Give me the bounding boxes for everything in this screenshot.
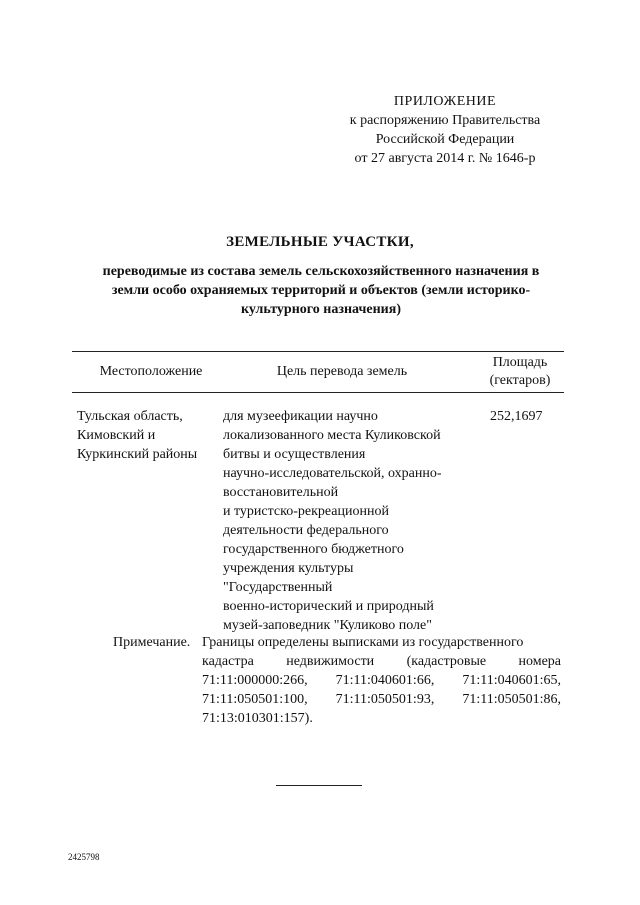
note-word: недвижимости: [286, 654, 375, 669]
location-line: Тульская область,: [77, 409, 183, 424]
note-line: [202, 671, 561, 690]
note-word: кадастра: [202, 654, 254, 669]
subtitle-line: переводимые из состава земель сельскохозяйственного назначения в: [102, 264, 540, 279]
purpose-line: музей-заповедник "Куликово поле": [223, 618, 432, 633]
appendix-title: ПРИЛОЖЕНИЕ: [393, 94, 497, 109]
column-header-area-line: (гектаров): [489, 373, 551, 388]
cell-location: [77, 407, 197, 464]
cadastral-number: 71:11:050501:93,: [335, 692, 435, 707]
appendix-block: [320, 92, 570, 168]
column-header-area: [474, 354, 566, 390]
appendix-line: Российской Федерации: [375, 132, 515, 147]
table-header-rule: [72, 392, 564, 393]
cadastral-number: 71:11:050501:86,: [462, 692, 561, 707]
document-number: 2425798: [68, 852, 100, 862]
purpose-line: локализованного места Куликовской: [223, 428, 441, 443]
purpose-line: военно-исторический и природный: [223, 599, 434, 614]
purpose-line: учреждения культуры: [223, 561, 354, 576]
note-line: [202, 690, 561, 709]
document-subtitle: [76, 262, 566, 319]
purpose-line: восстановительной: [223, 485, 339, 500]
location-line: Куркинский районы: [77, 447, 198, 462]
location-line: Кимовский и: [77, 428, 156, 443]
cadastral-number: 71:11:040601:65,: [462, 673, 561, 688]
note-word: номера: [518, 654, 561, 669]
purpose-line: "Государственный: [223, 580, 333, 595]
column-header-location: Местоположение: [99, 364, 203, 379]
appendix-line: от 27 августа 2014 г. № 1646-р: [354, 151, 536, 166]
purpose-line: для музеефикации научно: [223, 409, 378, 424]
note-word: (кадастровые: [406, 654, 487, 669]
column-header-area-line: Площадь: [492, 355, 548, 370]
purpose-line: деятельности федерального: [223, 523, 389, 538]
appendix-line: к распоряжению Правительства: [349, 113, 541, 128]
subtitle-line: земли особо охраняемых территорий и объектов (земли историко-: [111, 283, 531, 298]
purpose-line: научно-исследовательской, охранно-: [223, 466, 442, 481]
purpose-line: государственного бюджетного: [223, 542, 404, 557]
document-title: ЗЕМЕЛЬНЫЕ УЧАСТКИ,: [226, 234, 414, 250]
cadastral-number: 71:11:050501:100,: [202, 692, 308, 707]
column-header-purpose: Цель перевода земель: [276, 364, 408, 379]
cadastral-number: 71:13:010301:157).: [202, 711, 313, 726]
cadastral-number: 71:11:000000:266,: [202, 673, 308, 688]
purpose-line: и туристско-рекреационной: [223, 504, 389, 519]
cell-purpose: [223, 407, 442, 635]
purpose-line: битвы и осуществления: [223, 447, 366, 462]
table-top-rule: [72, 351, 564, 352]
note-label: Примечание.: [113, 635, 191, 650]
cadastral-number: 71:11:040601:66,: [335, 673, 435, 688]
end-separator: [276, 785, 362, 786]
note-line: Границы определены выписками из государственного: [202, 635, 524, 650]
note-line: [202, 652, 561, 671]
note-body: [202, 633, 561, 728]
subtitle-line: культурного назначения): [241, 302, 401, 317]
cell-area: 252,1697: [490, 409, 543, 424]
